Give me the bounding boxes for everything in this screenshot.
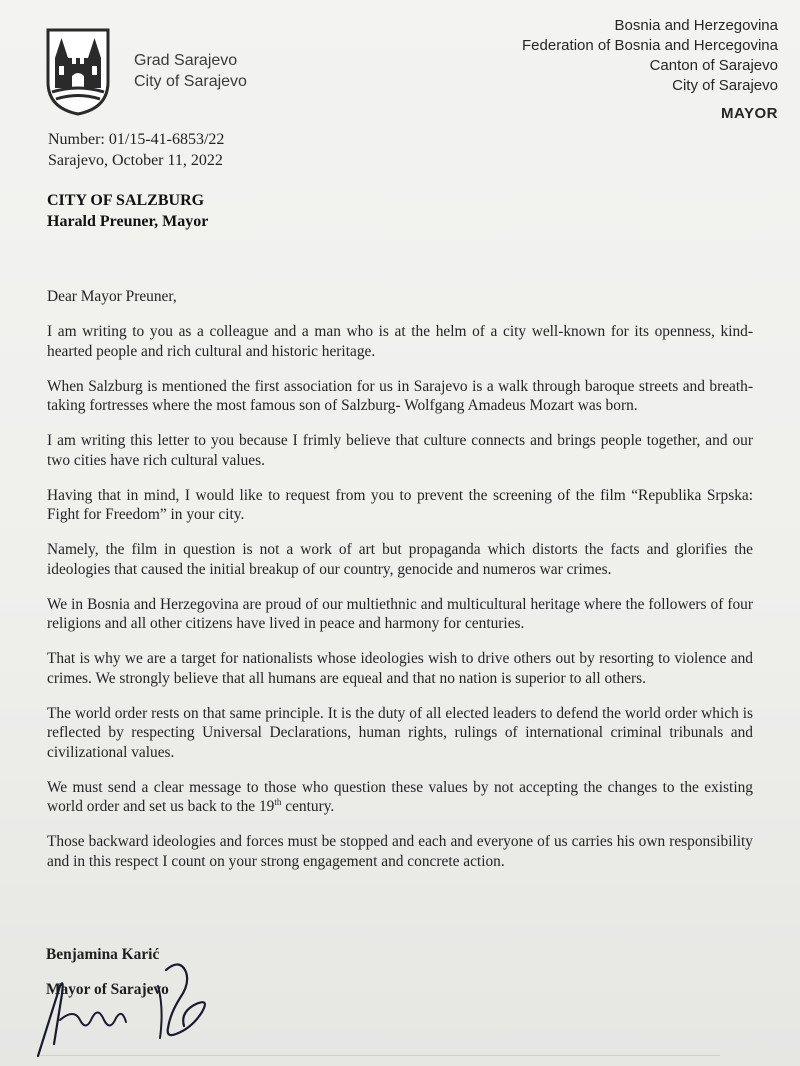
- header-mayor-label: MAYOR: [721, 105, 778, 122]
- letter-paragraph-3: I am writing this letter to you because I frimly believe that culture connects and brings people together, and our two cities have rich cultural values.: [47, 432, 753, 469]
- letter-paragraph-10: Those backward ideologies and forces must be stopped and each and everyone of us carries his own responsibility and in this respect I count on your strong engagement and concrete action.: [47, 833, 753, 870]
- letter-paragraph-8: The world order rests on that same principle. It is the duty of all elected leaders to defend the world order which is reflected by respecting Universal Declarations, human rights, rulings of international criminal tribunals and civilizational values.: [47, 704, 753, 761]
- document-place-date: Sarajevo, October 11, 2022: [48, 152, 223, 169]
- letter-paragraph-4: Having that in mind, I would like to request from you to prevent the screening of the film “Republika Srpska: Fight for Freedom” in your city.: [47, 486, 753, 523]
- letter-paragraph-1: I am writing to you as a colleague and a man who is at the helm of a city well-known for its openness, kind-hearted people and rich cultural and historic heritage.: [47, 323, 753, 360]
- city-names: [134, 50, 247, 92]
- header-right-block: [458, 16, 778, 124]
- signer-title: Mayor of Sarajevo: [46, 981, 169, 998]
- sarajevo-coat-of-arms-icon: [46, 28, 110, 116]
- city-name-local: Grad Sarajevo: [134, 52, 238, 69]
- handwritten-signature-icon: [30, 948, 230, 1060]
- recipient-block: [47, 190, 208, 232]
- header-line-country: Bosnia and Herzegovina: [614, 17, 778, 34]
- letter-paragraph-6: We in Bosnia and Herzegovina are proud of our multiethnic and multicultural heritage where the followers of four religions and all other citizens have lived in peace and harmony for centuries.: [47, 595, 753, 632]
- footer-rule: [40, 1055, 720, 1056]
- paragraph-9-end: century.: [281, 798, 335, 815]
- paragraph-9-text: We must send a clear message to those who question these values by not accepting the changes to the existing world order and set us back to the 19: [47, 778, 753, 815]
- city-name-english: City of Sarajevo: [134, 73, 247, 90]
- recipient-person: Harald Preuner, Mayor: [47, 213, 209, 230]
- recipient-city: CITY OF SALZBURG: [47, 192, 205, 209]
- letter-paragraph-7: That is why we are a target for nationalists whose ideologies wish to drive others out by resorting to violence and crimes. We strongly believe that all humans are equeal and that no nation is superior to all others.: [47, 650, 753, 687]
- signer-name: Benjamina Karić: [46, 946, 160, 963]
- header-line-canton: Canton of Sarajevo: [649, 57, 778, 74]
- letter-paragraph-5: Namely, the film in question is not a work of art but propaganda which distorts the facts and glorifies the ideologies that caused the initial breakup of our country, genocide and numeros war crimes.: [47, 541, 753, 578]
- letter-salutation: Dear Mayor Preuner,: [47, 288, 177, 305]
- ordinal-suffix: th: [274, 796, 282, 807]
- letter-body: [47, 287, 753, 887]
- document-number: Number: 01/15-41-6853/22: [48, 131, 225, 148]
- letter-paragraph-9: [47, 778, 753, 817]
- letter-paragraph-2: When Salzburg is mentioned the first association for us in Sarajevo is a walk through baroque streets and breath-taking fortresses where the most famous son of Salzburg- Wolfgang Amadeus Mozart was born.: [47, 377, 753, 414]
- header-line-city: City of Sarajevo: [672, 77, 778, 94]
- header-line-federation: Federation of Bosnia and Hercegovina: [522, 37, 778, 54]
- document-meta: [48, 129, 224, 171]
